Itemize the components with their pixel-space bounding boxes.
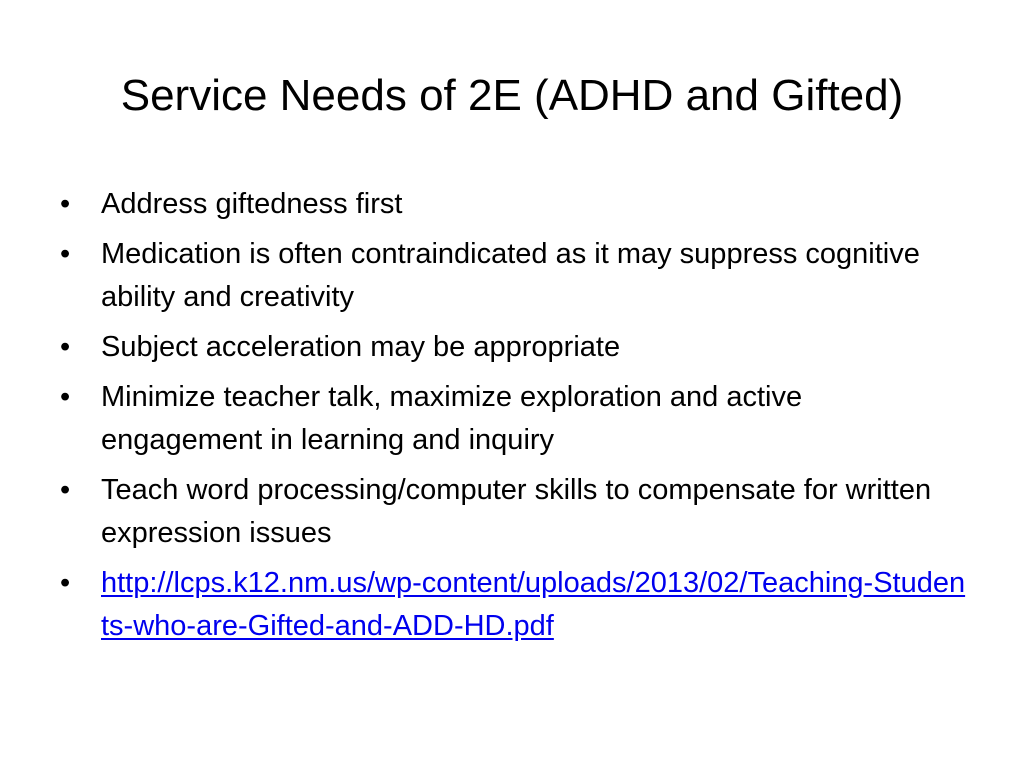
bullet-text: Subject acceleration may be appropriate [101,331,621,363]
bullet-item [60,469,970,555]
bullet-icon: • [60,474,71,506]
bullet-text: Minimize teacher talk, maximize exploration and active engagement in learning and inquiry [101,381,803,456]
bullet-text: Address giftedness first [101,188,403,220]
bullet-item-link [60,562,970,648]
slide-title: Service Needs of 2E (ADHD and Gifted) [120,71,904,120]
bullet-icon: • [60,567,71,599]
bullet-item [60,183,970,226]
bullet-icon: • [60,238,71,270]
bullet-text: Teach word processing/computer skills to compensate for written expression issues [101,474,932,549]
bullet-item [60,233,970,319]
bullet-icon: • [60,381,71,413]
resource-link[interactable]: http://lcps.k12.nm.us/wp-content/uploads/2013/02/Teaching-Students-who-are-Gifted-and-ADD-HD.pdf [101,567,966,642]
bullet-list [60,183,970,655]
bullet-item [60,376,970,462]
bullet-text: Medication is often contraindicated as it may suppress cognitive ability and creativity [101,238,920,313]
bullet-icon: • [60,331,71,363]
bullet-icon: • [60,188,71,220]
bullet-item [60,326,970,369]
